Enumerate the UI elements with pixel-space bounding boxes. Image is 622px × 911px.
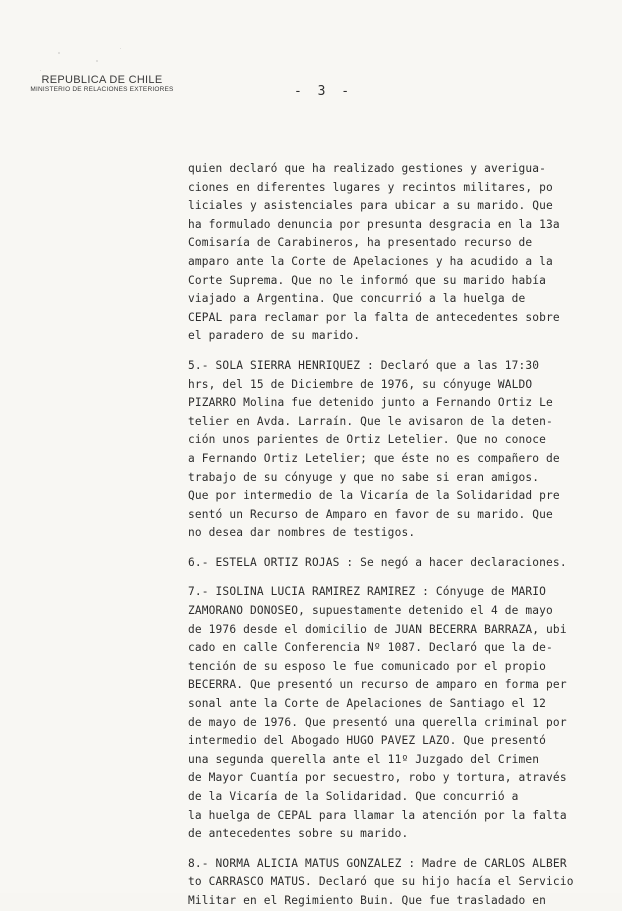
text-line: to CARRASCO MATUS. Declaró que su hijo hacía el Servicio bbox=[188, 875, 574, 889]
paragraph bbox=[188, 160, 606, 346]
text-line: BECERRA. Que presentó un recurso de amparo en forma per bbox=[188, 678, 567, 692]
paragraph bbox=[188, 554, 606, 573]
paragraph-gap bbox=[188, 572, 606, 583]
text-line: ción unos parientes de Ortiz Letelier. Que no conoce bbox=[188, 433, 547, 447]
text-line: Que por intermedio de la Vicaría de la Solidaridad pre bbox=[188, 489, 560, 503]
text-line: hrs, del 15 de Diciembre de 1976, su cónyuge WALDO bbox=[188, 377, 533, 391]
text-line: trabajo de su cónyuge y que no sabe si eran amigos. bbox=[188, 470, 540, 484]
text-line: tención de su esposo le fue comunicado por el propio bbox=[188, 659, 547, 673]
text-line: 5.- SOLA SIERRA HENRIQUEZ : Declaró que a las 17:30 bbox=[188, 358, 540, 372]
text-line: Comisaría de Carabineros, ha presentado recurso de bbox=[188, 236, 533, 250]
text-line: sentó un Recurso de Amparo en favor de su marido. Que bbox=[188, 507, 553, 521]
text-line: amparo ante la Corte de Apelaciones y ha acudido a la bbox=[188, 254, 553, 268]
paragraph-gap bbox=[188, 543, 606, 554]
scan-speck bbox=[58, 52, 60, 54]
text-line: de antecedentes sobre su marido. bbox=[188, 827, 409, 841]
text-line: no desea dar nombres de testigos. bbox=[188, 526, 416, 540]
text-line: una segunda querella ante el 11º Juzgado del Crimen bbox=[188, 752, 540, 766]
text-line: quien declaró que ha realizado gestiones y averigua- bbox=[188, 162, 547, 175]
text-line: el paradero de su marido. bbox=[188, 329, 361, 343]
letterhead-country: REPUBLICA DE CHILE bbox=[41, 74, 163, 86]
scan-speck bbox=[96, 60, 98, 62]
text-line: cado en calle Conferencia Nº 1087. Declaró que la de- bbox=[188, 641, 553, 655]
letterhead bbox=[22, 74, 182, 93]
scan-speck bbox=[40, 70, 41, 71]
text-line: ZAMORANO DONOSEO, supuestamente detenido el 4 de mayo bbox=[188, 604, 553, 618]
page-number: - 3 - bbox=[294, 84, 354, 99]
text-line: ciones en diferentes lugares y recintos militares, po bbox=[188, 180, 553, 194]
text-line: liciales y asistenciales para ubicar a su marido. Que bbox=[188, 199, 553, 213]
paragraph-gap bbox=[188, 844, 606, 855]
text-line: de Mayor Cuantía por secuestro, robo y tortura, através bbox=[188, 771, 567, 785]
paragraph-gap bbox=[188, 346, 606, 357]
text-line: de 1976 desde el domicilio de JUAN BECERRA BARRAZA, ubi bbox=[188, 622, 567, 636]
paragraph bbox=[188, 583, 606, 843]
paragraph bbox=[188, 855, 606, 911]
text-line: sonal ante la Corte de Apelaciones de Santiago el 12 bbox=[188, 697, 547, 711]
text-line: viajado a Argentina. Que concurrió a la huelga de bbox=[188, 292, 526, 306]
scan-speck bbox=[120, 48, 121, 49]
paragraph bbox=[188, 357, 606, 543]
text-line: la huelga de CEPAL para llamar la atención por la falta bbox=[188, 808, 567, 822]
text-line: CEPAL para reclamar por la falta de antecedentes sobre bbox=[188, 310, 560, 324]
text-line: intermedio del Abogado HUGO PAVEZ LAZO. Que presentó bbox=[188, 734, 547, 748]
text-line: telier en Avda. Larraín. Que le avisaron de la deten- bbox=[188, 414, 553, 428]
text-line: PIZARRO Molina fue detenido junto a Fernando Ortiz Le bbox=[188, 396, 553, 410]
text-line: 6.- ESTELA ORTIZ ROJAS : Se negó a hacer declaraciones. bbox=[188, 555, 567, 569]
document-body bbox=[188, 160, 606, 911]
letterhead-ministry: MINISTERIO DE RELACIONES EXTERIORES bbox=[30, 86, 174, 94]
text-line: de la Vicaría de la Solidaridad. Que concurrió a bbox=[188, 790, 519, 803]
text-line: ha formulado denuncia por presunta desgracia en la 13a bbox=[188, 217, 560, 231]
text-line: de mayo de 1976. Que presentó una querella criminal por bbox=[188, 715, 567, 729]
text-line: 7.- ISOLINA LUCIA RAMIREZ RAMIREZ : Cónyuge de MARIO bbox=[188, 585, 547, 599]
text-line: Corte Suprema. Que no le informó que su marido había bbox=[188, 273, 547, 287]
text-line: Militar en el Regimiento Buin. Que fue trasladado en bbox=[188, 893, 547, 907]
text-line: a Fernando Ortiz Letelier; que éste no es compañero de bbox=[188, 451, 560, 465]
text-line: 8.- NORMA ALICIA MATUS GONZALEZ : Madre de CARLOS ALBER bbox=[188, 856, 567, 870]
